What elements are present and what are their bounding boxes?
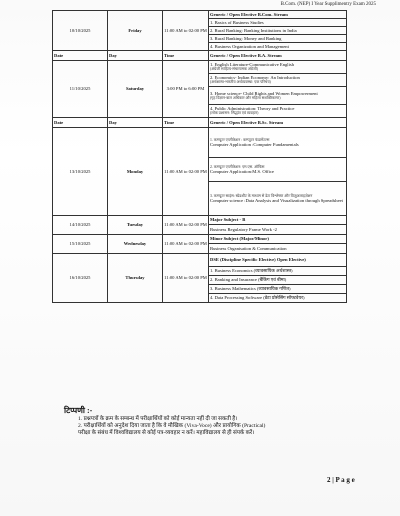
time-cell: 11:00 AM to 02:00 PM <box>163 254 209 303</box>
date-header: Date <box>53 118 108 128</box>
subject-cell: 4. Data Processing Software (डेटा प्रोसेसिंग सॉफ्टवेयर) <box>209 294 347 303</box>
subject-cell: 2. Rural Banking: Banking Institutions in India <box>209 27 347 35</box>
day-cell: Thursday <box>108 254 163 303</box>
time-cell: 3:00 PM to 6:00 PM <box>163 61 209 118</box>
date-cell: 11/10/2025 <box>53 61 108 118</box>
section-heading: Generic / Open Elective B.Sc. Stream <box>209 118 347 128</box>
note-line: 1. प्रश्नपत्रों के क्रम के सम्बन्ध में परीक्षार्थियों को कोई मान्यता नहीं दी जा सकती है। <box>78 416 238 422</box>
date-cell: 13/10/2025 <box>53 128 108 216</box>
subject-hindi: (अर्थशास्त्र-भारतीय अर्थव्यवस्था: एक परिचय) <box>210 80 271 85</box>
subject-cell: 2. Banking and Insurance (बैंकिंग एवं बीमा) <box>209 276 347 285</box>
section-heading: Minor Subject (Major/Minor) <box>209 235 347 244</box>
subject-cell: 3. Rural Banking: Money and Banking <box>209 35 347 43</box>
subject-english: 1. English Literature-Communicative English <box>210 62 294 68</box>
section-heading: DSE (Discipline Specific Elective) Open Elective) <box>209 254 347 267</box>
subject-cell <box>209 182 347 216</box>
notes-title: टिप्पणी :- <box>64 406 93 415</box>
subject-hindi: 2. कम्प्यूटर एप्लीकेशन: एम.एस. ऑफिस <box>210 164 265 169</box>
subject-cell: 1. Business Economics (व्यावसायिक अर्थशास्त्र) <box>209 267 347 276</box>
day-cell: Saturday <box>108 61 163 118</box>
notes-section <box>64 405 364 437</box>
date-cell: 10/10/2025 <box>53 11 108 51</box>
subject-english: 3. Home science- Child Rights and Women Empowerment <box>210 90 318 96</box>
subject-cell <box>209 105 347 118</box>
subject-cell <box>209 87 347 105</box>
time-header: Time <box>163 51 209 61</box>
exam-header: B.Com. (NEP) I Year Supplimentry Exam 2025 <box>280 2 376 7</box>
subject-cell: 3. Business Mathematics (व्यावसायिक गणित) <box>209 285 347 294</box>
section-heading: Generic / Open Elective B.A. Stream <box>209 51 347 61</box>
date-cell: 14/10/2025 <box>53 216 108 235</box>
subject-cell: Business Organisation & Communication <box>209 244 347 254</box>
subject-hindi: (लोक प्रशासन: सिद्धांत एवं व्यवहार) <box>210 111 259 116</box>
page-number: 2 | P a g e <box>327 476 355 484</box>
date-cell: 16/10/2025 <box>53 254 108 303</box>
subject-english: Computer Application :Computer Fundamentals <box>210 142 299 148</box>
date-cell: 15/10/2025 <box>53 235 108 254</box>
subject-hindi: 1. कम्प्यूटर एप्लीकेशन : कम्प्यूटर फंडामेंटल्स <box>210 137 270 142</box>
section-heading: Generic / Open Elective B.Com. Stream <box>209 11 347 19</box>
subject-cell: 4. Business Organization and Management <box>209 43 347 51</box>
day-cell: Friday <box>108 11 163 51</box>
day-header: Day <box>108 51 163 61</box>
day-cell: Wednesday <box>108 235 163 254</box>
time-cell: 11:00 AM to 02:00 PM <box>163 128 209 216</box>
subject-english: 4. Public Administration: Theory and Practice <box>210 106 295 112</box>
subject-hindi: (अंग्रेजी साहित्य-संचारात्मक अंग्रेजी) <box>210 67 258 72</box>
section-heading: Major Subject - B <box>209 216 347 225</box>
time-cell: 11:00 AM to 02:00 PM <box>163 11 209 51</box>
subject-cell <box>209 74 347 87</box>
subject-cell: 1. Basics of Business Studies <box>209 19 347 27</box>
day-header: Day <box>108 118 163 128</box>
subject-hindi: 3. कम्प्यूटर साइंस: स्प्रेडशीट के माध्यम से डेटा विश्लेषण और विज़ुअलाइज़ेशन <box>210 193 313 198</box>
subject-cell <box>209 158 347 182</box>
time-cell: 11:00 AM to 02:00 PM <box>163 216 209 235</box>
day-cell: Monday <box>108 128 163 216</box>
subject-cell <box>209 61 347 74</box>
subject-hindi: (गृह विज्ञान-बाल अधिकार और महिला सशक्तिकरण) <box>210 95 281 100</box>
time-header: Time <box>163 118 209 128</box>
subject-english: Computer Application:M.S. Office <box>210 169 274 175</box>
subject-cell: Business Regulatory Frame Work -2 <box>209 225 347 235</box>
subject-english: 2. Economics- Indian Economy: An Introduction <box>210 75 300 81</box>
subject-english: Computer science :Data Analysis and Visualization through Spreadsheet <box>210 198 343 204</box>
exam-schedule-table <box>52 10 347 303</box>
time-cell: 11:00 AM to 02:00 PM <box>163 235 209 254</box>
day-cell: Tuesday <box>108 216 163 235</box>
subject-cell <box>209 128 347 158</box>
note-line: 2. परीक्षार्थियों को अनुदेश दिया जाता है कि वे मौखिक (Viva-Voce) और प्रायोगिक (Practical) <box>78 423 266 429</box>
note-line: परीक्षा के संबंध में विश्वविद्यालय से कोई पत्र-व्यवहार न करें। महाविद्यालय से ही संपर्क करें। <box>78 430 255 436</box>
date-header: Date <box>53 51 108 61</box>
